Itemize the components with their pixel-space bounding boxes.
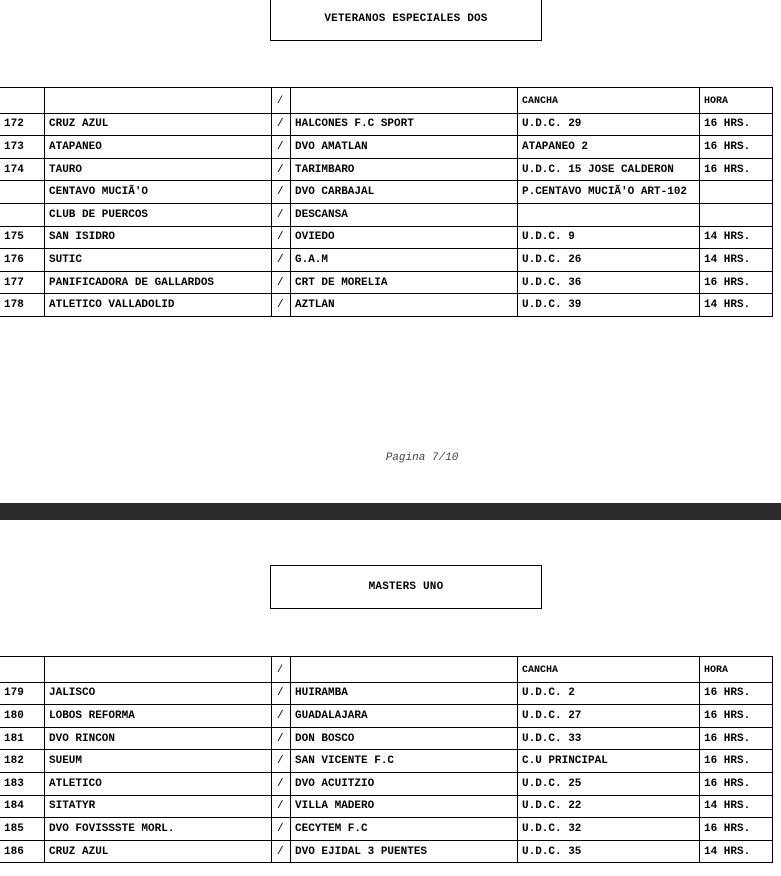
versus-separator: / bbox=[272, 271, 291, 294]
header-home-team bbox=[45, 657, 272, 683]
match-time: 14 HRS. bbox=[700, 840, 773, 863]
match-time bbox=[700, 181, 773, 204]
match-number: 184 bbox=[0, 795, 45, 818]
versus-separator: / bbox=[272, 226, 291, 249]
table-header-row bbox=[0, 88, 773, 114]
away-team: GUADALAJARA bbox=[291, 705, 518, 728]
table-row bbox=[0, 181, 773, 204]
section-title: VETERANOS ESPECIALES DOS bbox=[270, 0, 542, 41]
field-venue: U.D.C. 29 bbox=[518, 113, 700, 136]
versus-separator: / bbox=[272, 795, 291, 818]
match-time: 16 HRS. bbox=[700, 158, 773, 181]
match-time: 16 HRS. bbox=[700, 271, 773, 294]
match-number: 174 bbox=[0, 158, 45, 181]
versus-separator: / bbox=[272, 113, 291, 136]
table-row bbox=[0, 705, 773, 728]
home-team: CLUB DE PUERCOS bbox=[45, 203, 272, 226]
versus-separator: / bbox=[272, 705, 291, 728]
field-venue: U.D.C. 36 bbox=[518, 271, 700, 294]
away-team: DESCANSA bbox=[291, 203, 518, 226]
field-venue: U.D.C. 25 bbox=[518, 772, 700, 795]
match-time: 16 HRS. bbox=[700, 136, 773, 159]
home-team: CRUZ AZUL bbox=[45, 113, 272, 136]
field-venue: U.D.C. 27 bbox=[518, 705, 700, 728]
table-row bbox=[0, 113, 773, 136]
match-number: 183 bbox=[0, 772, 45, 795]
header-match-number bbox=[0, 657, 45, 683]
match-number: 182 bbox=[0, 750, 45, 773]
versus-separator: / bbox=[272, 158, 291, 181]
field-venue: C.U PRINCIPAL bbox=[518, 750, 700, 773]
away-team: DVO ACUITZIO bbox=[291, 772, 518, 795]
table-row bbox=[0, 795, 773, 818]
field-venue: U.D.C. 22 bbox=[518, 795, 700, 818]
home-team: CRUZ AZUL bbox=[45, 840, 272, 863]
field-venue: U.D.C. 35 bbox=[518, 840, 700, 863]
match-number: 186 bbox=[0, 840, 45, 863]
away-team: DVO EJIDAL 3 PUENTES bbox=[291, 840, 518, 863]
versus-separator: / bbox=[272, 818, 291, 841]
match-number: 185 bbox=[0, 818, 45, 841]
table-row bbox=[0, 158, 773, 181]
home-team: LOBOS REFORMA bbox=[45, 705, 272, 728]
field-venue: P.CENTAVO MUCIÃ'O ART-102 bbox=[518, 181, 700, 204]
page-footer: Pagina 7/10 bbox=[385, 452, 459, 464]
header-field-venue: CANCHA bbox=[518, 88, 700, 114]
away-team: DVO AMATLAN bbox=[291, 136, 518, 159]
match-time: 16 HRS. bbox=[700, 727, 773, 750]
table-row bbox=[0, 249, 773, 272]
table-row bbox=[0, 727, 773, 750]
match-schedule-table bbox=[0, 656, 773, 863]
field-venue bbox=[518, 203, 700, 226]
field-venue: U.D.C. 26 bbox=[518, 249, 700, 272]
versus-separator: / bbox=[272, 294, 291, 317]
page-break-divider bbox=[0, 503, 781, 520]
home-team: SAN ISIDRO bbox=[45, 226, 272, 249]
match-time: 16 HRS. bbox=[700, 818, 773, 841]
match-number: 175 bbox=[0, 226, 45, 249]
versus-separator: / bbox=[272, 249, 291, 272]
header-match-number bbox=[0, 88, 45, 114]
table-row bbox=[0, 203, 773, 226]
field-venue: U.D.C. 32 bbox=[518, 818, 700, 841]
away-team: AZTLAN bbox=[291, 294, 518, 317]
header-away-team bbox=[291, 88, 518, 114]
home-team: ATAPANEO bbox=[45, 136, 272, 159]
match-number bbox=[0, 203, 45, 226]
match-number: 181 bbox=[0, 727, 45, 750]
versus-separator: / bbox=[272, 203, 291, 226]
versus-separator: / bbox=[272, 181, 291, 204]
home-team: JALISCO bbox=[45, 682, 272, 705]
home-team: SITATYR bbox=[45, 795, 272, 818]
field-venue: U.D.C. 33 bbox=[518, 727, 700, 750]
away-team: CRT DE MORELIA bbox=[291, 271, 518, 294]
table-row bbox=[0, 682, 773, 705]
versus-separator: / bbox=[272, 772, 291, 795]
match-time: 14 HRS. bbox=[700, 294, 773, 317]
home-team: ATLETICO bbox=[45, 772, 272, 795]
home-team: DVO RINCON bbox=[45, 727, 272, 750]
away-team: G.A.M bbox=[291, 249, 518, 272]
match-number: 178 bbox=[0, 294, 45, 317]
header-away-team bbox=[291, 657, 518, 683]
match-time: 16 HRS. bbox=[700, 682, 773, 705]
match-time: 16 HRS. bbox=[700, 705, 773, 728]
header-versus-separator: / bbox=[272, 88, 291, 114]
away-team: CECYTEM F.C bbox=[291, 818, 518, 841]
away-team: HALCONES F.C SPORT bbox=[291, 113, 518, 136]
table-row bbox=[0, 271, 773, 294]
match-time: 14 HRS. bbox=[700, 249, 773, 272]
table-header-row bbox=[0, 657, 773, 683]
field-venue: ATAPANEO 2 bbox=[518, 136, 700, 159]
match-number: 172 bbox=[0, 113, 45, 136]
header-home-team bbox=[45, 88, 272, 114]
away-team: HUIRAMBA bbox=[291, 682, 518, 705]
field-venue: U.D.C. 2 bbox=[518, 682, 700, 705]
home-team: DVO FOVISSSTE MORL. bbox=[45, 818, 272, 841]
versus-separator: / bbox=[272, 136, 291, 159]
match-time: 14 HRS. bbox=[700, 226, 773, 249]
match-time: 14 HRS. bbox=[700, 795, 773, 818]
match-number: 177 bbox=[0, 271, 45, 294]
away-team: DON BOSCO bbox=[291, 727, 518, 750]
document-page-8 bbox=[0, 520, 781, 876]
table-row bbox=[0, 772, 773, 795]
header-versus-separator: / bbox=[272, 657, 291, 683]
field-venue: U.D.C. 39 bbox=[518, 294, 700, 317]
table-row bbox=[0, 226, 773, 249]
versus-separator: / bbox=[272, 750, 291, 773]
match-number bbox=[0, 181, 45, 204]
versus-separator: / bbox=[272, 840, 291, 863]
away-team: OVIEDO bbox=[291, 226, 518, 249]
away-team: TARIMBARO bbox=[291, 158, 518, 181]
home-team: TAURO bbox=[45, 158, 272, 181]
section-title: MASTERS UNO bbox=[270, 565, 542, 609]
table-row bbox=[0, 840, 773, 863]
match-time: 16 HRS. bbox=[700, 750, 773, 773]
home-team: SUEUM bbox=[45, 750, 272, 773]
header-match-time: HORA bbox=[700, 88, 773, 114]
away-team: SAN VICENTE F.C bbox=[291, 750, 518, 773]
field-venue: U.D.C. 9 bbox=[518, 226, 700, 249]
match-time bbox=[700, 203, 773, 226]
match-time: 16 HRS. bbox=[700, 772, 773, 795]
header-field-venue: CANCHA bbox=[518, 657, 700, 683]
match-number: 176 bbox=[0, 249, 45, 272]
match-number: 180 bbox=[0, 705, 45, 728]
field-venue: U.D.C. 15 JOSE CALDERON bbox=[518, 158, 700, 181]
table-row bbox=[0, 750, 773, 773]
match-number: 179 bbox=[0, 682, 45, 705]
match-time: 16 HRS. bbox=[700, 113, 773, 136]
header-match-time: HORA bbox=[700, 657, 773, 683]
table-row bbox=[0, 136, 773, 159]
away-team: DVO CARBAJAL bbox=[291, 181, 518, 204]
match-number: 173 bbox=[0, 136, 45, 159]
home-team: CENTAVO MUCIÃ'O bbox=[45, 181, 272, 204]
home-team: ATLETICO VALLADOLID bbox=[45, 294, 272, 317]
table-row bbox=[0, 818, 773, 841]
home-team: SUTIC bbox=[45, 249, 272, 272]
away-team: VILLA MADERO bbox=[291, 795, 518, 818]
table-row bbox=[0, 294, 773, 317]
versus-separator: / bbox=[272, 727, 291, 750]
home-team: PANIFICADORA DE GALLARDOS bbox=[45, 271, 272, 294]
versus-separator: / bbox=[272, 682, 291, 705]
match-schedule-table bbox=[0, 87, 773, 317]
